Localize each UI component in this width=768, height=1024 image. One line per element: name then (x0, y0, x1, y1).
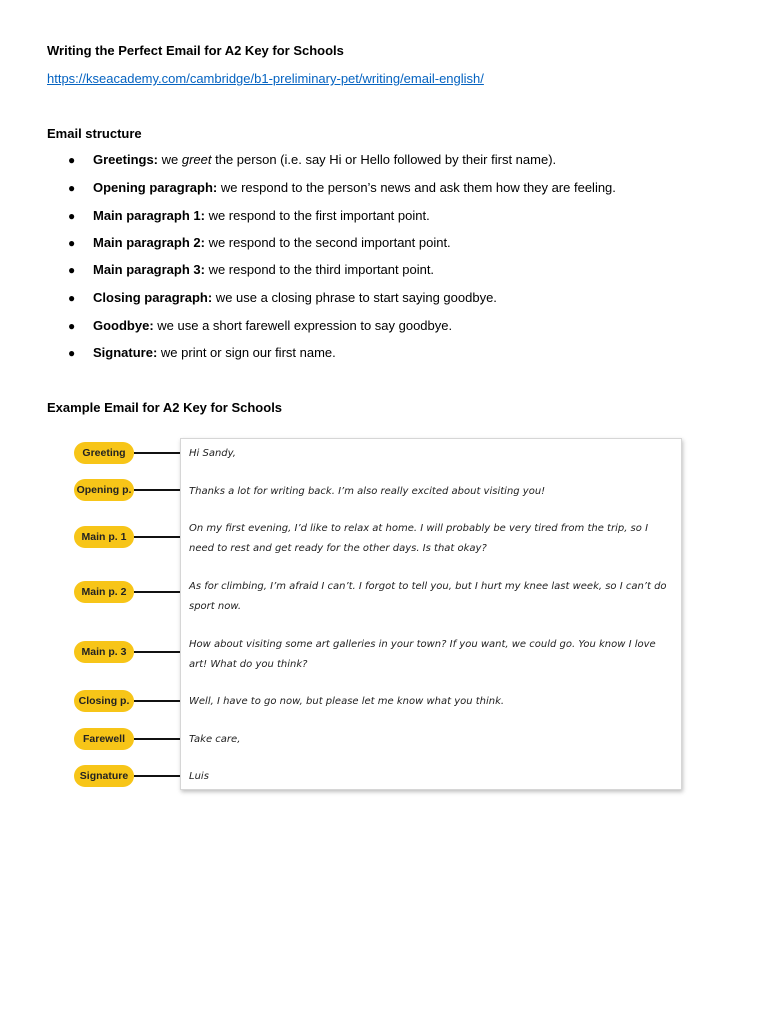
connector-line (134, 775, 180, 777)
bullet-icon: ● (68, 263, 76, 277)
connector-line (134, 452, 180, 454)
tag-opening: Opening p. (74, 479, 134, 501)
bullet-icon: ● (68, 181, 76, 195)
email-signature: Luis (189, 771, 209, 782)
bullet-icon: ● (68, 209, 76, 223)
email-main-3: How about visiting some art galleries in your town? If you want, we could go. You know I love art! What do you think? (189, 639, 656, 670)
tag-main-2: Main p. 2 (74, 581, 134, 603)
source-link[interactable]: https://kseacademy.com/cambridge/b1-preliminary-pet/writing/email-english/ (47, 71, 484, 86)
document-page: Writing the Perfect Email for A2 Key for Schools https://kseacademy.com/cambridge/b1-preliminary-pet/writing/email-english/ Email structure ● Greetings: we greet the person (i.e. say Hi or Hello followed by their first name). ● Opening paragraph: we respond to the person’s news and ask them how they are feeling. ● Main paragraph 1: we respond to the first important point. ● Main paragraph 2: we respond to the second important point. ● Main paragraph 3: we respond to the third important point. ● Closing paragraph: we use a closing phrase to start saying goodbye. ● Goodbye: we use a short farewell expression to say goodbye. ● Signature: we print or sign our first name. Example Email for A2 Key for Schools Greeting Opening p. Main p. 1 Main p. 2 Main p. 3 Closing p. Farewell Signature Hi Sandy, Thanks a lot for writing back. I’m also really excited about visiting you! On my first evening, I’d like to relax at home. I will probably be very tired from the trip, so I need to rest and get ready for the other days. Is that okay? As for climbing, I’m afraid I can’t. I forgot to tell you, but I hurt my knee last week, so I can’t do sport now. How about visiting some art galleries in your town? If you want, we could go. You know I love art! What do you think? Well, I have to go now, but please let me know what you think. Take care, Luis (0, 0, 768, 1024)
email-farewell: Take care, (189, 734, 241, 745)
connector-line (134, 489, 180, 491)
tag-closing: Closing p. (74, 690, 134, 712)
connector-line (134, 738, 180, 740)
example-email-heading: Example Email for A2 Key for Schools (47, 400, 283, 415)
email-structure-heading: Email structure (47, 126, 142, 141)
email-closing: Well, I have to go now, but please let me know what you think. (189, 696, 505, 707)
example-email-box (180, 438, 682, 790)
connector-line (134, 536, 180, 538)
connector-line (134, 700, 180, 702)
email-opening: Thanks a lot for writing back. I’m also really excited about visiting you! (189, 486, 546, 497)
tag-greeting: Greeting (74, 442, 134, 464)
bullet-icon: ● (68, 346, 76, 360)
bullet-icon: ● (68, 153, 76, 167)
email-main-2: As for climbing, I’m afraid I can’t. I forgot to tell you, but I hurt my knee last week, so I can’t do sport now. (189, 581, 667, 612)
bullet-icon: ● (68, 291, 76, 305)
bullet-icon: ● (68, 236, 76, 250)
bullet-icon: ● (68, 319, 76, 333)
tag-main-3: Main p. 3 (74, 641, 134, 663)
tag-signature: Signature (74, 765, 134, 787)
connector-line (134, 591, 180, 593)
tag-main-1: Main p. 1 (74, 526, 134, 548)
document-title: Writing the Perfect Email for A2 Key for Schools (47, 43, 344, 58)
connector-line (134, 651, 180, 653)
tag-farewell: Farewell (74, 728, 134, 750)
email-greeting: Hi Sandy, (189, 448, 236, 459)
email-main-1: On my first evening, I’d like to relax at home. I will probably be very tired from the trip, so I need to rest and get ready for the other days. Is that okay? (189, 523, 649, 554)
